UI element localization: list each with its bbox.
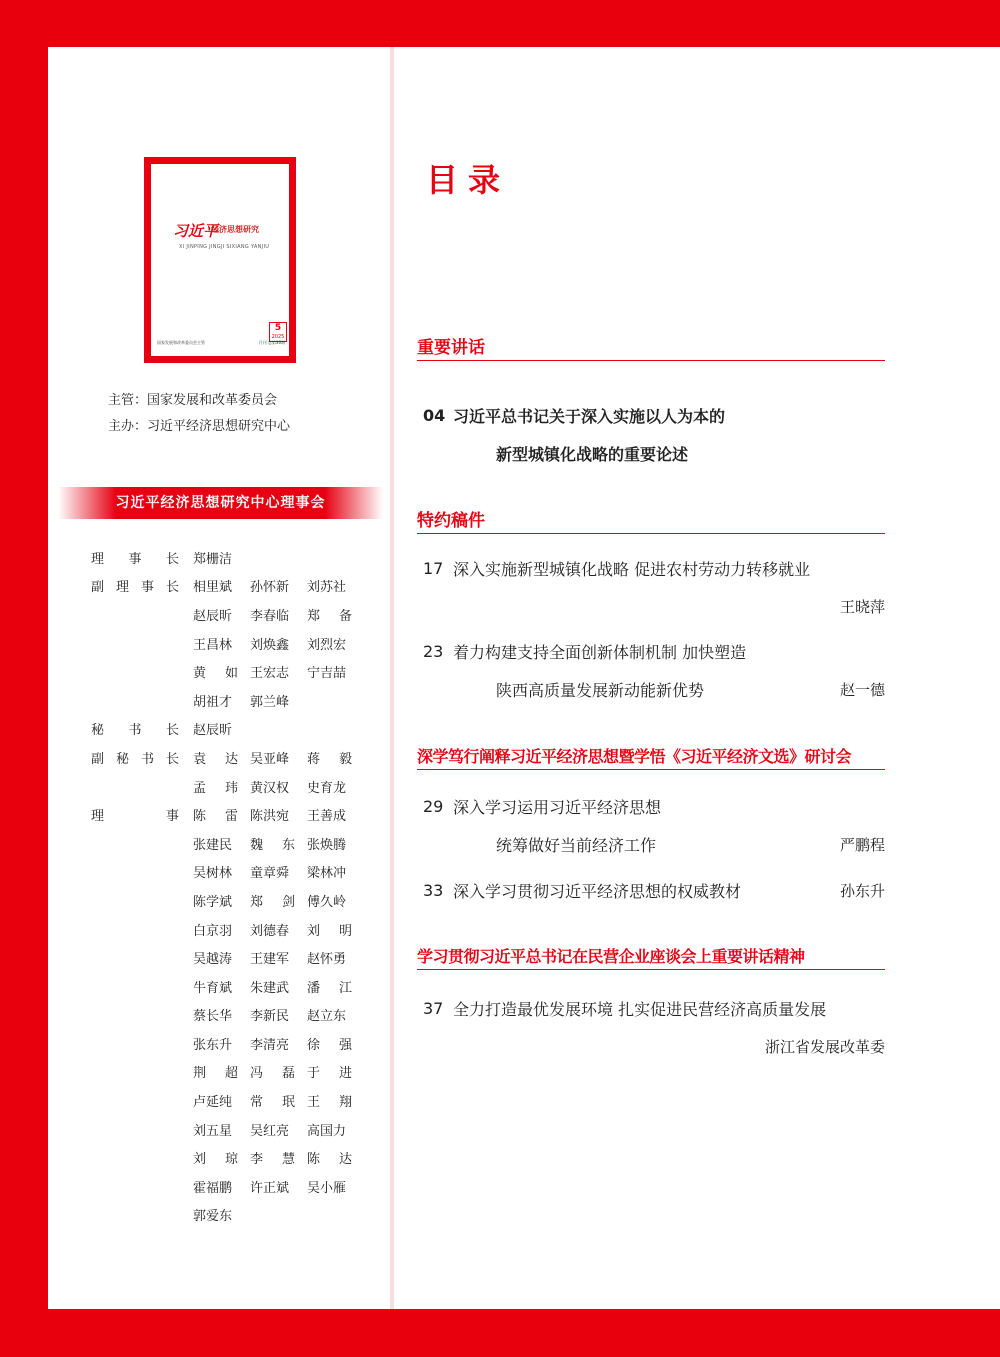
council-role-char: 长 xyxy=(165,751,179,767)
council-member-name xyxy=(250,1062,307,1081)
page xyxy=(48,47,1000,1309)
toc-entry[interactable] xyxy=(423,549,885,625)
council-row xyxy=(91,858,391,887)
council-row xyxy=(91,1143,391,1172)
council-member-name-part: 郑 xyxy=(250,894,264,910)
council-member-name xyxy=(250,662,307,681)
council-role xyxy=(91,805,193,824)
council-member-name-part: 吴亚峰 xyxy=(250,751,290,767)
council-names xyxy=(193,719,250,738)
council-names xyxy=(193,1091,364,1110)
council-member-name-part: 王昌林 xyxy=(193,637,233,653)
council-member-name-part: 孙怀新 xyxy=(250,580,290,596)
council-member-name-part: 剑 xyxy=(281,894,295,910)
council-row xyxy=(91,1058,391,1087)
council-member-name xyxy=(307,605,364,624)
toc-entry-title: 习近平总书记关于深入实施以人为本的 xyxy=(453,406,726,426)
council-member-name xyxy=(250,576,307,595)
council-member-name-part: 李 xyxy=(250,1152,264,1168)
council-member-name-part: 白京羽 xyxy=(193,923,233,939)
council-member-name-part: 孟 xyxy=(193,780,207,796)
council-role xyxy=(91,548,193,567)
council-member-name xyxy=(307,948,364,967)
council-member-name xyxy=(193,748,250,767)
council-member-name xyxy=(250,1091,307,1110)
council-member-name xyxy=(193,1148,250,1167)
cover-footer-left: 国家发展和改革委员会主管 xyxy=(157,340,205,345)
council-member-name xyxy=(250,1148,307,1167)
council-row xyxy=(91,943,391,972)
council-member-name xyxy=(193,891,250,910)
council-member-name xyxy=(250,891,307,910)
council-role-char: 长 xyxy=(165,723,179,739)
council-member-name-part: 陈学斌 xyxy=(193,894,233,910)
council-row xyxy=(91,543,391,572)
council-member-name-part: 霍福鹏 xyxy=(193,1180,233,1196)
council-member-name xyxy=(250,1120,307,1139)
council-member-name xyxy=(250,634,307,653)
council-member-name-part: 卢延纯 xyxy=(193,1095,233,1111)
council-role xyxy=(91,576,193,595)
council-member-name-part: 郑 xyxy=(307,608,321,624)
council-member-name-part: 刘德春 xyxy=(250,923,290,939)
council-member-name-part: 许正斌 xyxy=(250,1180,290,1196)
council-member-name xyxy=(250,834,307,853)
council-row xyxy=(91,1201,391,1230)
council-role-char: 理 xyxy=(115,580,129,596)
council-role xyxy=(91,719,193,738)
council-row xyxy=(91,1001,391,1030)
council-member-name-part: 梁林冲 xyxy=(307,866,347,882)
council-member-name xyxy=(250,1005,307,1024)
council-row xyxy=(91,1029,391,1058)
council-member-name-part: 郑栅洁 xyxy=(193,551,233,567)
council-member-name-part: 超 xyxy=(224,1066,238,1082)
council-member-name-part: 磊 xyxy=(281,1066,295,1082)
council-member-name-part: 刘 xyxy=(193,1152,207,1168)
council-role-char: 副 xyxy=(91,580,105,596)
council-role xyxy=(91,748,193,767)
council-member-name xyxy=(193,834,250,853)
council-names xyxy=(193,977,364,996)
council-row xyxy=(91,1172,391,1201)
council-banner: 习近平经济思想研究中心理事会 xyxy=(58,487,383,519)
section-heading-seminar: 深学笃行阐释习近平经济思想暨学悟《习近平经济文选》研讨会 xyxy=(417,744,885,770)
council-member-name-part: 朱建武 xyxy=(250,980,290,996)
toc-entry-title: 深入学习运用习近平经济思想 xyxy=(453,797,662,817)
council-member-name-part: 刘 xyxy=(307,923,321,939)
council-member-name xyxy=(250,1034,307,1053)
council-role-char: 长 xyxy=(165,580,179,596)
council-row xyxy=(91,657,391,686)
council-member-name xyxy=(193,1034,250,1053)
toc-entry[interactable] xyxy=(423,989,885,1065)
council-member-name-part: 荆 xyxy=(193,1066,207,1082)
council-member-name-part: 明 xyxy=(338,923,352,939)
council-member-name xyxy=(250,777,307,796)
toc-entry-title-cont: 统筹做好当前经济工作 xyxy=(496,835,657,855)
council-names xyxy=(193,834,364,853)
council-member-name-part: 强 xyxy=(338,1037,352,1053)
council-role-char: 秘 xyxy=(91,723,105,739)
cover-issue-number: 5 xyxy=(274,323,282,333)
council-member-name-part: 达 xyxy=(338,1152,352,1168)
toc-entry-author: 浙江省发展改革委 xyxy=(764,1037,885,1056)
council-member-name-part: 牛育斌 xyxy=(193,980,233,996)
council-member-name-part: 李新民 xyxy=(250,1009,290,1025)
council-member-name-part: 刘五星 xyxy=(193,1123,233,1139)
council-member-name xyxy=(250,1177,307,1196)
council-member-name xyxy=(193,719,250,738)
council-member-name xyxy=(193,1120,250,1139)
council-member-name-part: 玮 xyxy=(224,780,238,796)
council-names xyxy=(193,605,364,624)
toc-entry-author: 严鹏程 xyxy=(839,835,885,854)
council-member-name-part: 刘烈宏 xyxy=(307,637,347,653)
council-member-name xyxy=(193,805,250,824)
council-member-name-part: 王宏志 xyxy=(250,666,290,682)
council-member-name-part: 蔡长华 xyxy=(193,1009,233,1025)
toc-entry-title-cont: 新型城镇化战略的重要论述 xyxy=(496,444,689,464)
council-row xyxy=(91,715,391,744)
cover-title: 经济思想研究 xyxy=(211,225,259,234)
council-member-name xyxy=(307,1034,364,1053)
council-member-name-part: 张东升 xyxy=(193,1037,233,1053)
council-member-name-part: 吴树林 xyxy=(193,866,233,882)
cover-footer-right: 月刊 总第36期 xyxy=(258,340,285,345)
council-member-name-part: 毅 xyxy=(338,751,352,767)
council-member-name-part: 傅久岭 xyxy=(307,894,347,910)
council-member-name xyxy=(307,576,364,595)
toc-entry[interactable] xyxy=(423,632,885,708)
toc-entry[interactable] xyxy=(423,396,885,472)
council-member-name xyxy=(307,1177,364,1196)
council-member-name xyxy=(307,862,364,881)
council-role-char: 事 xyxy=(128,551,142,567)
council-member-name xyxy=(307,1005,364,1024)
toc-page-number: 29 xyxy=(423,796,444,816)
council-row xyxy=(91,572,391,601)
council-member-name xyxy=(250,862,307,881)
council-member-name-part: 徐 xyxy=(307,1037,321,1053)
council-member-name-part: 陈 xyxy=(193,809,207,825)
council-member-name-part: 袁 xyxy=(193,751,207,767)
council-member-name xyxy=(250,605,307,624)
toc-entry-author: 赵一德 xyxy=(839,680,885,699)
council-member-name xyxy=(307,1091,364,1110)
council-member-name-part: 赵怀勇 xyxy=(307,952,347,968)
council-member-name xyxy=(193,1205,250,1224)
council-member-name-part: 宁吉喆 xyxy=(307,666,347,682)
council-row xyxy=(91,886,391,915)
council-row xyxy=(91,629,391,658)
council-member-name xyxy=(193,948,250,967)
cover-issue-year: 2025 xyxy=(271,334,285,340)
council-member-name-part: 翔 xyxy=(338,1095,352,1111)
council-member-name-part: 达 xyxy=(224,751,238,767)
council-member-name-part: 郭爱东 xyxy=(193,1209,233,1225)
council-role-char: 理 xyxy=(91,551,105,567)
council-list xyxy=(91,543,391,1229)
toc-entry-title: 深入实施新型城镇化战略 促进农村劳动力转移就业 xyxy=(453,559,811,579)
council-names xyxy=(193,948,364,967)
council-member-name-part: 进 xyxy=(338,1066,352,1082)
council-member-name-part: 东 xyxy=(281,837,295,853)
council-role-char: 书 xyxy=(128,723,142,739)
council-member-name-part: 于 xyxy=(307,1066,321,1082)
council-member-name-part: 史育龙 xyxy=(307,780,347,796)
section-heading-important-speeches: 重要讲话 xyxy=(417,333,885,361)
council-role-char: 秘 xyxy=(115,751,129,767)
council-member-name-part: 王建军 xyxy=(250,952,290,968)
council-member-name-part: 王 xyxy=(307,1095,321,1111)
council-member-name xyxy=(307,748,364,767)
council-member-name xyxy=(307,805,364,824)
council-names xyxy=(193,1177,364,1196)
council-member-name-part: 李清亮 xyxy=(250,1037,290,1053)
host-text: 主办：习近平经济思想研究中心 xyxy=(108,419,291,434)
toc-entry-title: 着力构建支持全面创新体制机制 加快塑造 xyxy=(453,642,747,662)
toc-entry-author: 王晓萍 xyxy=(839,597,885,616)
council-member-name-part: 陈洪宛 xyxy=(250,809,290,825)
section-heading-private-enterprise: 学习贯彻习近平总书记在民营企业座谈会上重要讲话精神 xyxy=(417,944,885,970)
council-row xyxy=(91,1086,391,1115)
council-role-char: 副 xyxy=(91,751,105,767)
council-member-name xyxy=(307,891,364,910)
council-names xyxy=(193,777,364,796)
council-member-name xyxy=(250,748,307,767)
council-member-name xyxy=(193,548,250,567)
council-member-name-part: 李春临 xyxy=(250,608,290,624)
council-row xyxy=(91,772,391,801)
council-row xyxy=(91,600,391,629)
council-member-name xyxy=(193,576,250,595)
council-names xyxy=(193,891,364,910)
council-member-name-part: 雷 xyxy=(224,809,238,825)
council-member-name-part: 珉 xyxy=(281,1095,295,1111)
council-member-name xyxy=(250,805,307,824)
council-row xyxy=(91,829,391,858)
council-member-name xyxy=(307,834,364,853)
toc-title: 目录 xyxy=(426,161,511,199)
council-member-name xyxy=(193,777,250,796)
council-names xyxy=(193,576,364,595)
council-member-name xyxy=(307,777,364,796)
council-role-char: 长 xyxy=(165,551,179,567)
council-member-name-part: 胡祖才 xyxy=(193,694,233,710)
toc-entry[interactable] xyxy=(423,787,885,863)
council-names xyxy=(193,748,364,767)
council-member-name xyxy=(193,1062,250,1081)
council-member-name-part: 蒋 xyxy=(307,751,321,767)
cover-inner xyxy=(151,164,289,356)
council-member-name-part: 如 xyxy=(224,666,238,682)
council-names xyxy=(193,1062,364,1081)
council-names xyxy=(193,862,364,881)
council-member-name xyxy=(250,948,307,967)
council-row xyxy=(91,800,391,829)
council-member-name-part: 潘 xyxy=(307,980,321,996)
council-member-name-part: 吴红亮 xyxy=(250,1123,290,1139)
council-names xyxy=(193,634,364,653)
council-member-name-part: 冯 xyxy=(250,1066,264,1082)
toc-entry-title: 深入学习贯彻习近平经济思想的权威教材 xyxy=(453,881,742,901)
toc-page-number: 33 xyxy=(423,880,444,900)
supervisor-text: 主管：国家发展和改革委员会 xyxy=(108,393,278,408)
council-row xyxy=(91,686,391,715)
council-member-name xyxy=(193,634,250,653)
council-names xyxy=(193,920,364,939)
council-member-name xyxy=(193,662,250,681)
council-member-name-part: 陈 xyxy=(307,1152,321,1168)
cover-logo: 习近平 xyxy=(173,222,219,240)
council-member-name-part: 刘苏社 xyxy=(307,580,347,596)
magazine-cover-image xyxy=(144,157,296,363)
council-member-name xyxy=(307,634,364,653)
council-row xyxy=(91,1115,391,1144)
council-role-char: 书 xyxy=(140,751,154,767)
council-member-name xyxy=(250,920,307,939)
council-member-name xyxy=(250,691,307,710)
council-names xyxy=(193,1205,250,1224)
council-row xyxy=(91,972,391,1001)
council-member-name xyxy=(307,1062,364,1081)
council-member-name xyxy=(307,1120,364,1139)
cover-issue-box xyxy=(269,322,287,342)
council-member-name xyxy=(250,977,307,996)
council-names xyxy=(193,1034,364,1053)
council-row xyxy=(91,743,391,772)
council-member-name-part: 黄 xyxy=(193,666,207,682)
council-member-name xyxy=(193,1091,250,1110)
council-member-name-part: 赵辰昕 xyxy=(193,608,233,624)
council-member-name-part: 吴小雁 xyxy=(307,1180,347,1196)
council-names xyxy=(193,1148,364,1167)
council-role-char: 理 xyxy=(91,809,105,825)
toc-page-number: 04 xyxy=(423,405,446,425)
council-member-name-part: 张建民 xyxy=(193,837,233,853)
council-member-name-part: 备 xyxy=(338,608,352,624)
council-member-name xyxy=(193,977,250,996)
council-member-name xyxy=(193,691,250,710)
council-member-name-part: 王善成 xyxy=(307,809,347,825)
council-names xyxy=(193,662,364,681)
council-names xyxy=(193,691,307,710)
council-member-name-part: 慧 xyxy=(281,1152,295,1168)
council-member-name-part: 张焕腾 xyxy=(307,837,347,853)
council-member-name-part: 黄汉权 xyxy=(250,780,290,796)
council-names xyxy=(193,548,250,567)
council-role-char: 事 xyxy=(165,809,179,825)
cover-pinyin: XI JINPING JINGJI SIXIANG YANJIU xyxy=(179,244,270,250)
council-member-name-part: 童章舜 xyxy=(250,866,290,882)
council-member-name xyxy=(307,920,364,939)
council-member-name-part: 相里斌 xyxy=(193,580,233,596)
council-member-name xyxy=(193,1005,250,1024)
council-member-name xyxy=(193,605,250,624)
toc-entry-title: 全力打造最优发展环境 扎实促进民营经济高质量发展 xyxy=(453,999,827,1019)
toc-page-number: 23 xyxy=(423,641,444,661)
toc-page-number: 17 xyxy=(423,558,444,578)
council-member-name-part: 常 xyxy=(250,1095,264,1111)
council-member-name-part: 赵辰昕 xyxy=(193,723,233,739)
council-names xyxy=(193,1120,364,1139)
toc-entry-title-cont: 陕西高质量发展新动能新优势 xyxy=(496,680,705,700)
council-member-name-part: 高国力 xyxy=(307,1123,347,1139)
toc-entry[interactable] xyxy=(423,871,885,909)
section-heading-special-articles: 特约稿件 xyxy=(417,506,885,534)
council-member-name xyxy=(307,977,364,996)
toc-page-number: 37 xyxy=(423,998,444,1018)
council-role-char: 事 xyxy=(140,580,154,596)
council-names xyxy=(193,1005,364,1024)
council-names xyxy=(193,805,364,824)
council-member-name xyxy=(307,1148,364,1167)
toc-entry-author: 孙东升 xyxy=(839,881,885,900)
council-member-name xyxy=(193,862,250,881)
council-member-name-part: 琼 xyxy=(224,1152,238,1168)
council-member-name xyxy=(307,662,364,681)
council-member-name-part: 刘焕鑫 xyxy=(250,637,290,653)
council-member-name xyxy=(193,1177,250,1196)
council-row xyxy=(91,915,391,944)
council-member-name-part: 江 xyxy=(338,980,352,996)
council-member-name-part: 赵立东 xyxy=(307,1009,347,1025)
council-member-name-part: 郭兰峰 xyxy=(250,694,290,710)
council-member-name-part: 吴越涛 xyxy=(193,952,233,968)
council-member-name xyxy=(193,920,250,939)
council-member-name-part: 魏 xyxy=(250,837,264,853)
